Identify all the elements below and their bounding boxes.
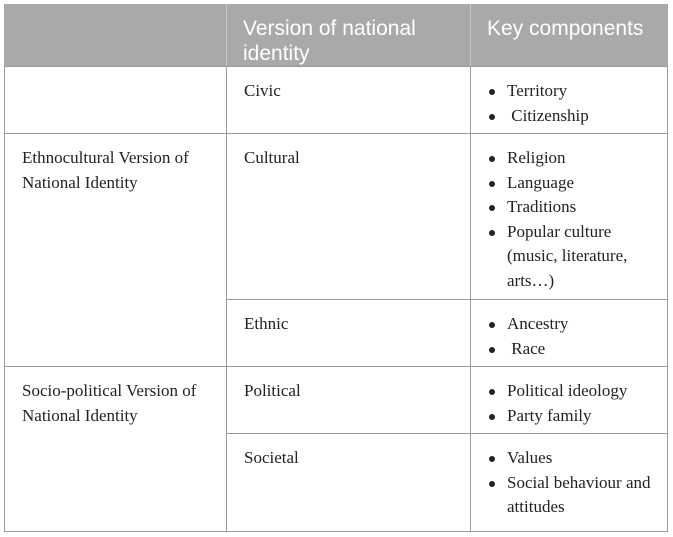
components-cell	[471, 300, 668, 367]
table-row	[5, 67, 668, 134]
group-cell: Socio-political Version of National Identity	[5, 367, 227, 532]
components-cell	[471, 434, 668, 532]
list-item: Citizenship	[487, 104, 651, 129]
list-item: Race	[487, 337, 651, 362]
list-item: Religion	[487, 146, 651, 171]
version-cell: Ethnic	[227, 300, 471, 367]
list-item: Political ideology	[487, 379, 651, 404]
table-row	[5, 367, 668, 434]
list-item: Traditions	[487, 195, 651, 220]
identity-table	[4, 4, 668, 532]
group-cell: Ethnocultural Version of National Identity	[5, 134, 227, 367]
list-item: Popular culture (music, literature, arts…)	[487, 220, 651, 294]
components-list	[487, 379, 651, 428]
list-item: Ancestry	[487, 312, 651, 337]
table-row	[5, 134, 668, 300]
header-components: Key components	[471, 4, 668, 67]
header-version: Version of national identity	[227, 4, 471, 67]
components-cell	[471, 367, 668, 434]
components-list	[487, 446, 651, 520]
list-item: Social behaviour and attitudes	[487, 471, 651, 520]
group-cell	[5, 67, 227, 134]
components-cell	[471, 67, 668, 134]
header-row	[5, 4, 668, 67]
list-item: Party family	[487, 404, 651, 429]
version-cell: Cultural	[227, 134, 471, 300]
components-list	[487, 312, 651, 361]
list-item: Values	[487, 446, 651, 471]
list-item: Territory	[487, 79, 651, 104]
components-cell	[471, 134, 668, 300]
version-cell: Civic	[227, 67, 471, 134]
components-list	[487, 146, 651, 293]
list-item: Language	[487, 171, 651, 196]
components-list	[487, 79, 651, 128]
header-group	[5, 4, 227, 67]
version-cell: Political	[227, 367, 471, 434]
version-cell: Societal	[227, 434, 471, 532]
